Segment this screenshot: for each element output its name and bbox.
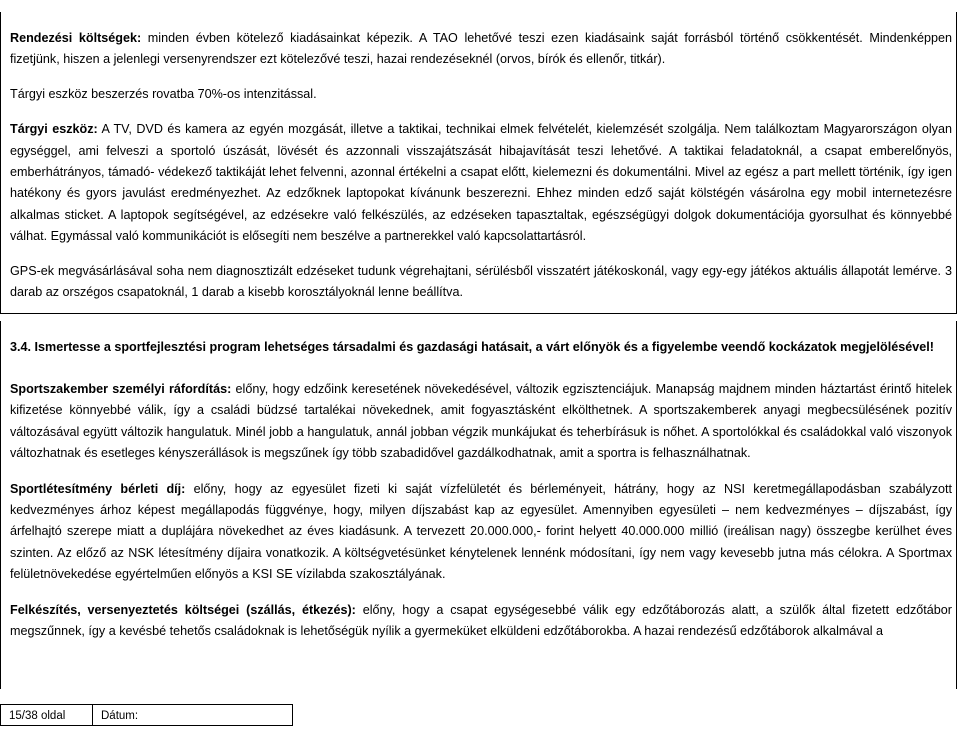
term-felkeszites: Felkészítés, versenyeztetés költségei (szállás, étkezés):	[10, 602, 356, 617]
section-heading-3-4: 3.4. Ismertesse a sportfejlesztési program lehetséges társadalmi és gazdasági hatásait, a várt előnyök és a figyelembe veendő kockázatok megjelölésével!	[10, 340, 934, 355]
term-sportletesitmeny: Sportlétesítmény bérleti díj:	[10, 481, 186, 496]
paragraph-targyi-eszkoz-rovat: Tárgyi eszköz beszerzés rovatba 70%-os intenzitással.	[10, 86, 317, 101]
page-number: 15/38 oldal	[0, 704, 93, 726]
paragraph-targyi-eszkoz: Tárgyi eszköz: A TV, DVD és kamera az egyén mozgását, illetve a taktikai, technikai elmek felvételét, kielemzését szolgálja. Nem találkoztam Magyarországon olyan egységgel, ami felveszi a sportoló úszását, lövését és azzonnali visszajátszását hibajavítását teszi lehetővé. A taktikai feladatoknál, a csapat emberelőnyös, emberhátrányos, támadó- védekező taktikáját lehet felvenni, azonnal értékelni a csapat előtt, kielemezni és dokumentálni. Mivel az egész a part mellett történik, így igen hatékony és gyors javulást eredményezhet. Az edzőknek laptopokat kívánunk beszerezni. Ehhez minden edző saját kölstégén vásárolna egy mobil internetezésre alkalmas sticket. A laptopok segítségével, az edzésekre való felkészülés, az edzéseken tapasztaltak, egészségügyi dolgok dokumentációja gyorsulhat és könnyebbé válhat. Egymással való kommunikációt is elősegíti nem beszélve a partnerekkel való kapcsolattartásról.	[10, 122, 952, 244]
paragraph-rendezesi-koltsegek: Rendezési költségek: minden évben kötelező kiadásainkat képezik. A TAO lehetővé teszi ezen kiadásaink saját forrásból történő csökkentését. Mindenképpen fizetjünk, hiszen a jelenlegi versenyrendszer ezt kötelezővé teszi, hazai rendezéseknél (orvos, bírók és ellenőr, titkár).	[10, 31, 952, 67]
paragraph-sportletesitmeny: Sportlétesítmény bérleti díj: előny, hogy az egyesület fizeti ki saját vízfelületét és bérleményeit, hátrány, hogy az NSI keretmegállapodásban szabályzott kedvezményes árhoz képest megállapodás függvénye, hogy, milyen díjszabást kap az egyesület. Amennyiben egyesületi – nem kedvezményes – díjszabást, így árfelhajtó szerepe miatt a duplájára növekedhet az éves kiadásunk. A tervezett 20.000.000,- forint helyett 40.000.000 millió (ireálisan nagy) összegbe kerülhet éves szinten. Az előző az NSK létesítmény díjaira vonatkozik. A költségvetésünket kénytelenek lennénk módosítani, így nem vagy kevesebb jutna más célokra. A Sportmax felületnövekedése egyértelműen előnyös a KSI SE vízilabda szakosztályának.	[10, 481, 952, 582]
document-body	[10, 28, 952, 642]
term-targyi-eszkoz: Tárgyi eszköz:	[10, 122, 98, 137]
term-sportszakember: Sportszakember személyi ráfordítás:	[10, 381, 232, 396]
date-field: Dátum:	[93, 704, 293, 726]
paragraph-gps: GPS-ek megvásárlásával soha nem diagnosztizált edzéseket tudunk végrehajtani, sérülésből visszatért játékoskonál, vagy egy-egy játékos aktuális állapotát lemérve. 3 darab az orszégos csapatoknál, 1 darab a kisebb korosztályoknál lenne beállítva.	[10, 263, 952, 300]
term-rendezesi-koltsegek: Rendezési költségek:	[10, 31, 142, 45]
paragraph-sportszakember: Sportszakember személyi ráfordítás: előny, hogy edzőink keresetének növekedésével, változik egzisztenciájuk. Manapság majdnem minden háztartást érintő hitelek kifizetése könnyebbé válik, így a családi büdzsé tartalékai növekednek, amit fogyasztásként elkölthetnek. A sportszakemberek anyagi megbecsülésének pozitív változásával együtt változik hangulatuk. Minél jobb a hangulatuk, annál jobban végzik munkájukat és teherbírásuk is nőhet. A sportolókkal és családokkal való viszonyok változhatnak és esetleges kényszerállások is megszűnek így több szabadidővel gazdálkodhatnak, amit a sportra is felhasználhatnak.	[10, 381, 953, 461]
page-footer	[0, 704, 293, 726]
paragraph-felkeszites: Felkészítés, versenyeztetés költségei (szállás, étkezés): előny, hogy a csapat egységesebbé válik egy edzőtáborozás alatt, a szülők által fizetett edzőtábor megszűnnek, így a kevésbé tehetős családoknak is lehetőségük nyílik a gyermeküket elküldeni edzőtáborokba. A hazai rendezésű edzőtáborok alkalmával a	[10, 602, 953, 638]
